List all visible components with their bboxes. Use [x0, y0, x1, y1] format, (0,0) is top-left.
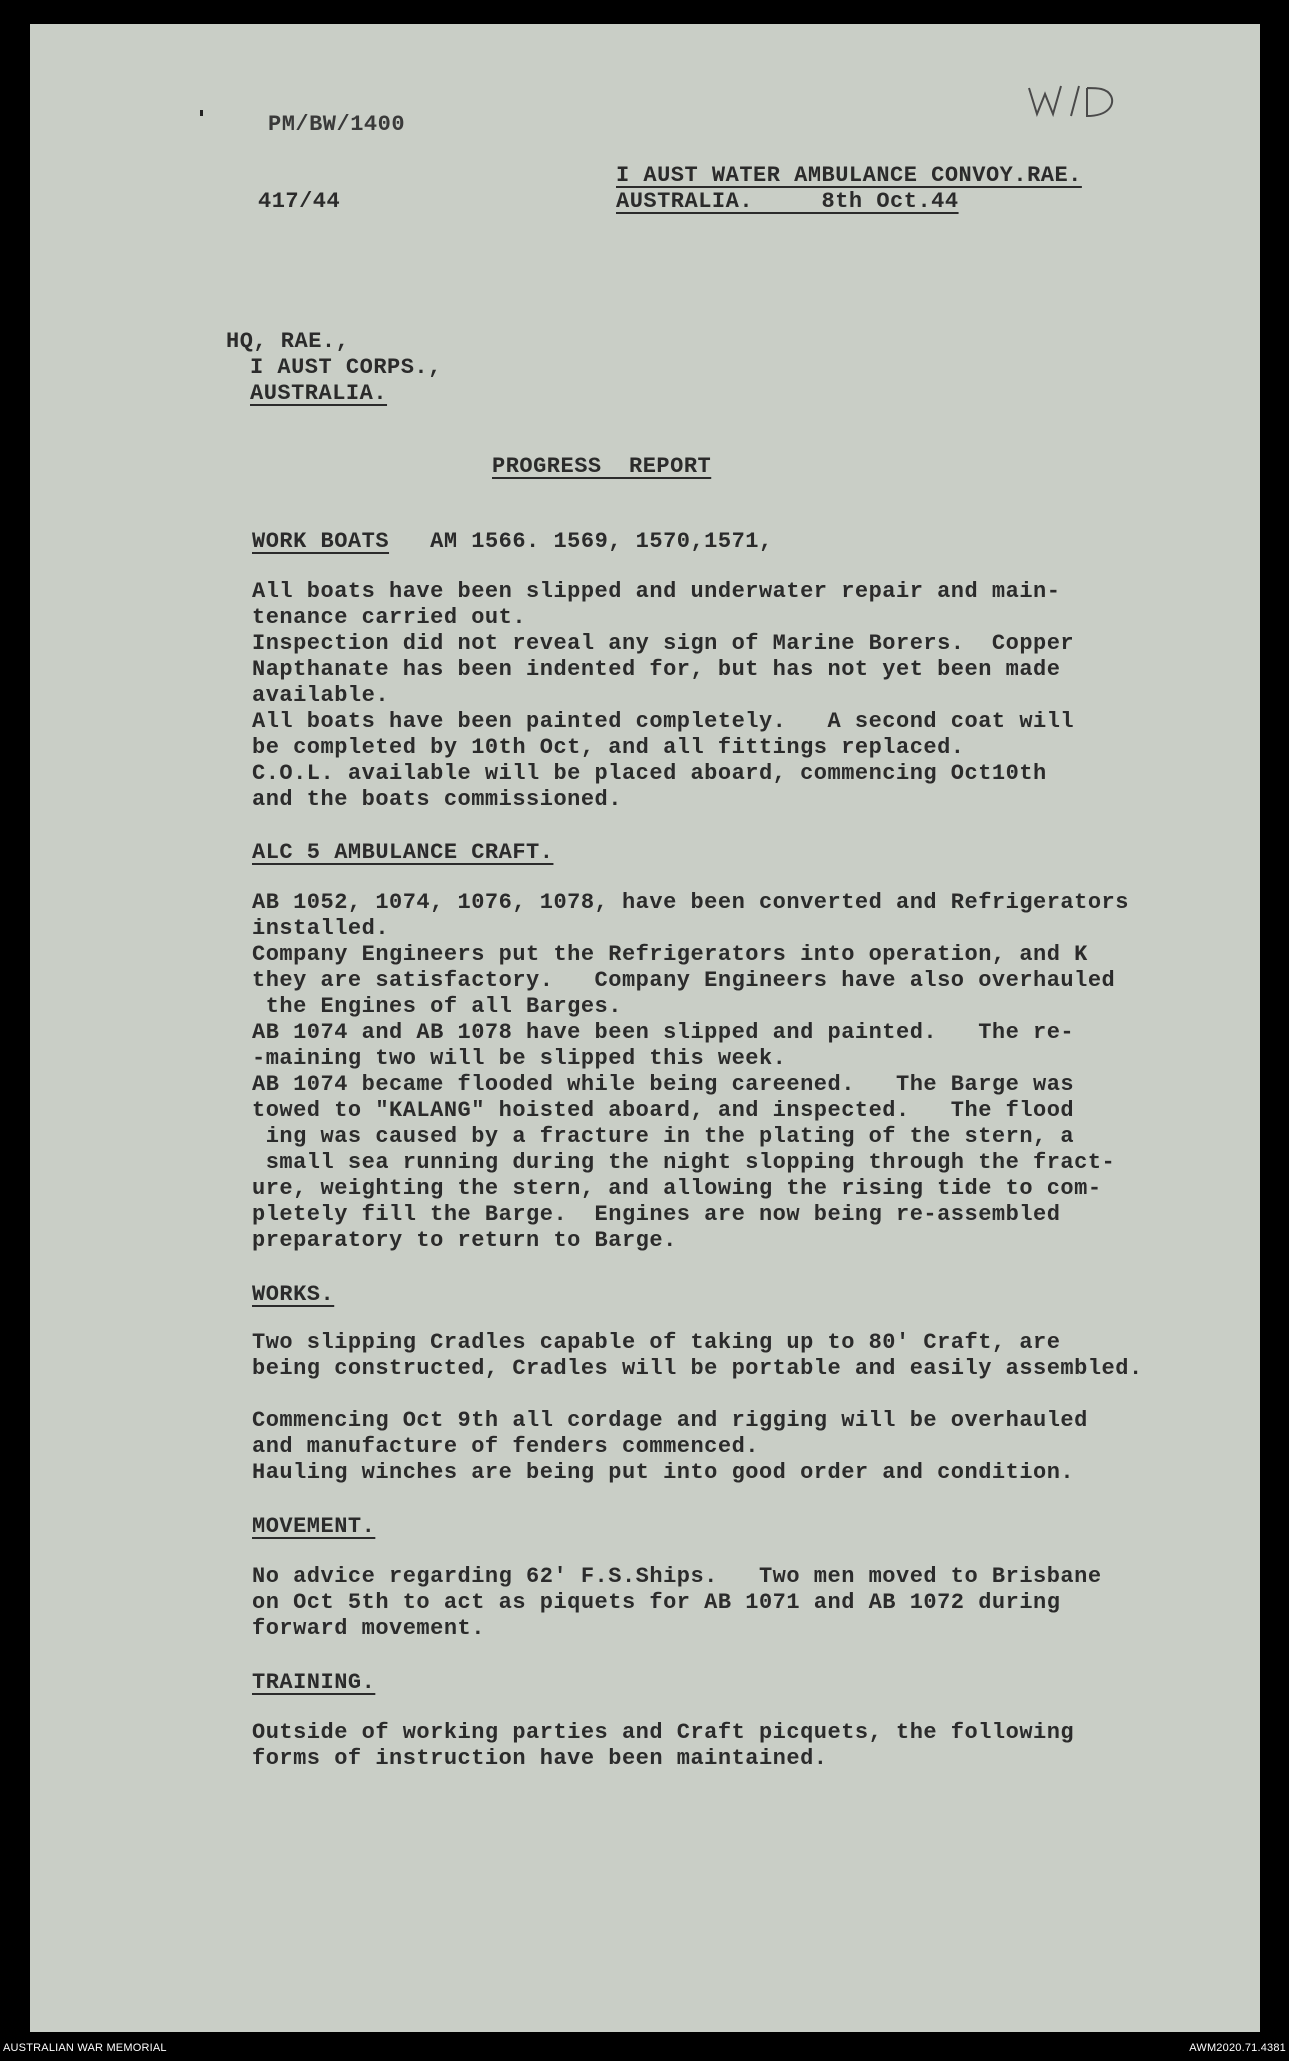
addressee-line: HQ, RAE., — [226, 329, 350, 354]
paragraph-line: AB 1074 became flooded while being careened. The Barge was — [252, 1072, 1075, 1097]
paragraph-line: ure, weighting the stern, and allowing the rising tide to com- — [252, 1176, 1102, 1201]
location-date: AUSTRALIA. 8th Oct.44 — [616, 189, 959, 214]
paragraph-line: being constructed, Cradles will be portable and easily assembled. — [252, 1356, 1143, 1381]
section-heading-training — [252, 1670, 375, 1696]
section-heading-work-boats — [252, 529, 773, 555]
paragraph-line: pletely fill the Barge. Engines are now being re-assembled — [252, 1202, 1061, 1227]
paragraph-line: Company Engineers put the Refrigerators into operation, and K — [252, 942, 1088, 967]
paragraph-line: All boats have been slipped and underwater repair and main- — [252, 579, 1061, 604]
addressee-line: AUSTRALIA. — [250, 381, 388, 406]
document-number: 417/44 — [258, 189, 341, 214]
paragraph-line: forward movement. — [252, 1616, 485, 1641]
unit-heading: I AUST WATER AMBULANCE CONVOY.RAE. — [616, 163, 1082, 188]
paragraph-line: available. — [252, 683, 390, 708]
heading-suffix: AM 1566. 1569, 1570,1571, — [389, 529, 773, 554]
footer-credit: AUSTRALIAN WAR MEMORIAL — [3, 2042, 167, 2054]
paragraph-line: Outside of working parties and Craft picquets, the following — [252, 1720, 1075, 1745]
paragraph-line: AB 1052, 1074, 1076, 1078, have been converted and Refrigerators — [252, 890, 1129, 915]
paragraph-line: installed. — [252, 916, 390, 941]
paragraph-line: Hauling winches are being put into good order and condition. — [252, 1460, 1075, 1485]
section-heading-ambulance-craft — [252, 840, 553, 866]
paragraph-line: forms of instruction have been maintained. — [252, 1746, 828, 1771]
heading-text: MOVEMENT. — [252, 1514, 376, 1539]
heading-text: TRAINING. — [252, 1670, 376, 1695]
paragraph-line: on Oct 5th to act as piquets for AB 1071 and AB 1072 during — [252, 1590, 1061, 1615]
paragraph-line: -maining two will be slipped this week. — [252, 1046, 787, 1071]
document-page — [30, 24, 1260, 2032]
paragraph-line: the Engines of all Barges. — [252, 994, 622, 1019]
heading-text: WORKS. — [252, 1282, 335, 1307]
paragraph-line: small sea running during the night slopping through the fract- — [252, 1150, 1116, 1175]
report-title: PROGRESS REPORT — [492, 454, 712, 479]
paragraph-line: All boats have been painted completely. A second coat will — [252, 709, 1075, 734]
paragraph-line: Two slipping Cradles capable of taking up to 80' Craft, are — [252, 1330, 1061, 1355]
paragraph-line: and the boats commissioned. — [252, 787, 622, 812]
paragraph-line: No advice regarding 62' F.S.Ships. Two men moved to Brisbane — [252, 1564, 1102, 1589]
heading-text: WORK BOATS — [252, 529, 390, 554]
paragraph-line: be completed by 10th Oct, and all fittings replaced. — [252, 735, 965, 760]
paragraph-line: preparatory to return to Barge. — [252, 1228, 677, 1253]
file-reference: PM/BW/1400 — [268, 112, 406, 137]
paragraph-line: and manufacture of fenders commenced. — [252, 1434, 759, 1459]
paragraph-line: C.O.L. available will be placed aboard, commencing Oct10th — [252, 761, 1047, 786]
footer-accession-number: AWM2020.71.4381 — [1189, 2042, 1286, 2054]
paragraph-line: towed to "KALANG" hoisted aboard, and inspected. The flood — [252, 1098, 1075, 1123]
section-heading-movement — [252, 1514, 375, 1540]
addressee-line: I AUST CORPS., — [250, 355, 442, 380]
wd-handwritten-annotation — [1025, 82, 1117, 120]
section-heading-works — [252, 1282, 334, 1308]
ink-speck — [200, 110, 203, 116]
paragraph-line: Napthanate has been indented for, but has not yet been made — [252, 657, 1061, 682]
paragraph-line: tenance carried out. — [252, 605, 527, 630]
paragraph-line: AB 1074 and AB 1078 have been slipped and painted. The re- — [252, 1020, 1075, 1045]
paragraph-line: they are satisfactory. Company Engineers have also overhauled — [252, 968, 1116, 993]
paragraph-line: Inspection did not reveal any sign of Marine Borers. Copper — [252, 631, 1075, 656]
heading-text: ALC 5 AMBULANCE CRAFT. — [252, 840, 554, 865]
paragraph-line: Commencing Oct 9th all cordage and rigging will be overhauled — [252, 1408, 1088, 1433]
paragraph-line: ing was caused by a fracture in the plating of the stern, a — [252, 1124, 1075, 1149]
footer-bar — [0, 2032, 1289, 2061]
